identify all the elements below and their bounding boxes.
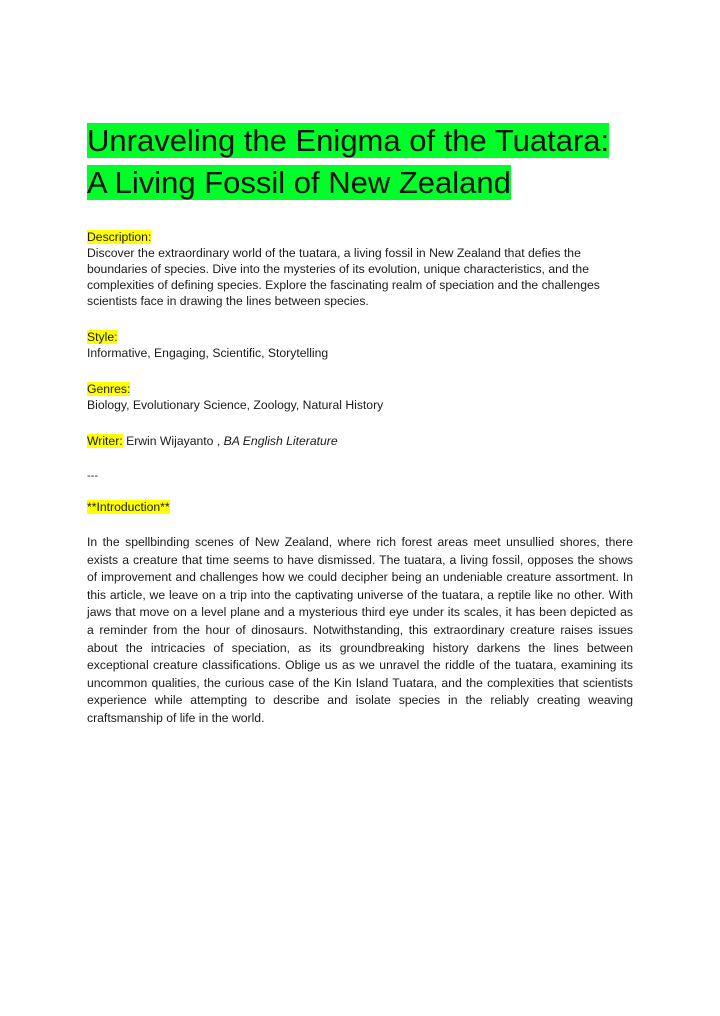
writer-section [87,433,633,449]
genres-label: Genres: [87,382,131,396]
document-title [87,120,633,204]
writer-credential: BA English Literature [223,434,338,448]
style-section [87,329,633,361]
introduction-heading-row [87,499,633,515]
document-page [87,120,633,740]
genres-section [87,381,633,413]
genres-text: Biology, Evolutionary Science, Zoology, Natural History [87,398,384,412]
style-text: Informative, Engaging, Scientific, Storytelling [87,346,329,360]
section-separator: --- [87,470,98,482]
title-line-2: A Living Fossil of New Zealand [87,165,511,200]
introduction-text: In the spellbinding scenes of New Zealand, where rich forest areas meet unsullied shores, there exists a creature that time seems to have dismissed. The tuatara, a living fossil, opposes the shows of improvement and challenges how we could decipher being an undeniable creature assortment. In this article, we leave on a trip into the captivating universe of the tuatara, a reptile like no other. With jaws that move on a level plane and a mysterious third eye under its scales, it has been depicted as a reminder from the hour of dinosaurs. Notwithstanding, this extraordinary creature raises issues about the intricacies of speciation, as its groundbreaking history darkens the lines between exceptional creature classifications. Oblige us as we unravel the riddle of the tuatara, examining its uncommon qualities, the curious case of the Kin Island Tuatara, and the complexities that scientists experience while attempting to describe and isolate species in the reliably creating weaving craftsmanship of life in the world. [87,535,633,725]
writer-name: Erwin Wijayanto , [126,434,221,448]
style-label: Style: [87,330,118,344]
description-section [87,229,633,309]
description-label: Description: [87,230,152,244]
introduction-heading: **Introduction** [87,500,170,514]
title-line-1: Unraveling the Enigma of the Tuatara: [87,123,610,158]
writer-label: Writer: [87,434,123,448]
description-text: Discover the extraordinary world of the tuatara, a living fossil in New Zealand that defies the boundaries of species. Dive into the mysteries of its evolution, unique characteristics, and the complexities of defining species. Explore the fascinating realm of speciation and the challenges scientists face in drawing the lines between species. [87,246,600,308]
